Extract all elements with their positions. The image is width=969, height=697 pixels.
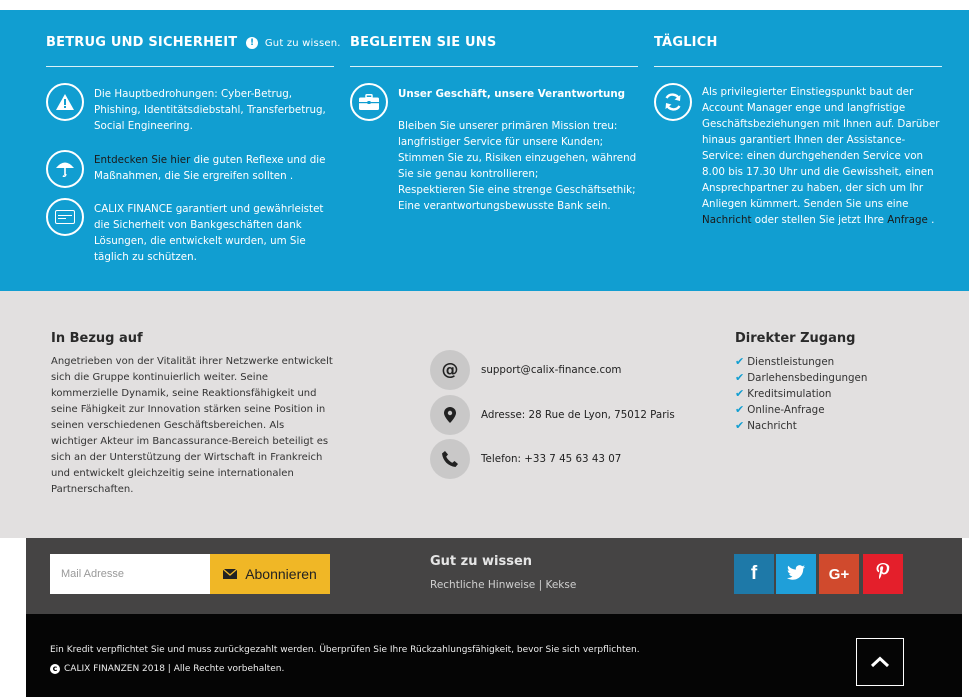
reflexes-text xyxy=(94,150,334,184)
discover-text: Entdecken Sie xyxy=(94,154,171,166)
mission-line-1: Bleiben Sie unserer primären Mission treu: langfristiger Service für unsere Kunden; xyxy=(398,120,618,148)
access-item[interactable] xyxy=(735,370,867,386)
access-item[interactable] xyxy=(735,402,867,418)
link-separator: | xyxy=(535,579,546,591)
daily-text xyxy=(702,83,942,228)
newsletter-bar xyxy=(26,538,962,614)
contact-address xyxy=(430,395,675,435)
daily-column xyxy=(654,10,942,228)
briefcase-icon xyxy=(350,83,388,121)
access-item[interactable] xyxy=(735,418,867,434)
googleplus-button[interactable] xyxy=(819,554,859,594)
copyright-icon: c xyxy=(50,664,60,674)
mission-line-3: Respektieren Sie eine strenge Geschäftsethik; Eine verantwortungsbewusste Bank sein. xyxy=(398,184,636,212)
daily-body: Als privilegierter Einstiegspunkt baut der Account Manager enge und langfristige Geschäftsbeziehungen mit Ihnen auf. Darüber hinaus garantiert Ihnen der Assistance-Service: einen durchgehenden Service von 8.00 bis 17.30 Uhr und die Gewissheit, einen Ansprechpartner zu haben, der sich um Ihr Anliegen kümmert. Senden Sie uns eine xyxy=(702,86,940,210)
direct-access-title: Direkter Zugang xyxy=(735,331,856,346)
access-item-label[interactable]: Kreditsimulation xyxy=(747,388,832,400)
newsletter-email-input[interactable] xyxy=(50,554,210,594)
legal-footer xyxy=(26,614,962,697)
pinterest-icon xyxy=(876,563,890,585)
address-text: Adresse: 28 Rue de Lyon, 75012 Paris xyxy=(481,409,675,421)
chevron-up-icon xyxy=(870,653,890,672)
about-section xyxy=(0,291,969,538)
phone-text[interactable]: Telefon: +33 7 45 63 43 07 xyxy=(481,453,622,465)
access-item-label[interactable]: Online-Anfrage xyxy=(747,404,825,416)
copyright xyxy=(50,664,284,674)
map-marker-icon xyxy=(430,395,470,435)
direct-access-list xyxy=(735,354,867,434)
check-icon: ✔ xyxy=(735,371,745,384)
googleplus-icon: G+ xyxy=(828,565,850,583)
info-icon: ! xyxy=(246,37,258,49)
card-icon xyxy=(46,198,84,236)
about-text: Angetrieben von der Vitalität ihrer Netzwerke entwickelt sich die Gruppe kontinuierlich weiter. Seine kommerzielle Dynamik, seine Reaktionsfähigkeit und seine Fähigkeit zur Innovation stärken seine Position in seinen verschiedenen Geschäftsbereichen. Als wichtiger Akteur im Bancassurance-Bereich beteiligt es sich an der Unterstützung der Wirtschaft in Frankreich und entwickelt gleichzeitig seine internationalen Partnerschaften. xyxy=(51,356,333,495)
daily-item xyxy=(654,83,942,228)
request-link[interactable]: Anfrage xyxy=(887,214,928,226)
accompany-column xyxy=(350,10,638,214)
contact-email xyxy=(430,350,621,390)
responsibility-heading: Unser Geschäft, unsere Verantwortung xyxy=(398,88,626,100)
subscribe-button[interactable] xyxy=(210,554,330,594)
mission-text xyxy=(350,118,638,214)
refresh-icon xyxy=(654,83,692,121)
legal-link[interactable]: Rechtliche Hinweise xyxy=(430,579,536,591)
facebook-button[interactable] xyxy=(734,554,774,594)
warning-icon xyxy=(46,83,84,121)
security-column xyxy=(46,10,341,265)
check-icon: ✔ xyxy=(735,419,745,432)
twitter-icon xyxy=(787,565,805,584)
check-icon: ✔ xyxy=(735,387,745,400)
threats-item xyxy=(46,83,334,134)
security-title-text: BETRUG UND SICHERHEIT xyxy=(46,35,238,50)
access-item-label[interactable]: Darlehensbedingungen xyxy=(747,372,868,384)
discover-link[interactable]: hier xyxy=(170,154,191,166)
security-hint: Gut zu wissen. xyxy=(264,38,341,49)
daily-middle: oder stellen Sie jetzt Ihre xyxy=(751,214,888,226)
reflexes-rest: die guten Reflexe und die Maßnahmen, die Sie ergreifen sollten . xyxy=(94,154,326,182)
back-to-top-button[interactable] xyxy=(856,638,904,686)
phone-icon xyxy=(430,439,470,479)
mission-line-2: Stimmen Sie zu, Risiken einzugehen, während Sie sie genau kontrollieren; xyxy=(398,152,637,180)
access-item-label[interactable]: Dienstleistungen xyxy=(747,356,835,368)
about-title: In Bezug auf xyxy=(51,331,143,346)
copyright-text: CALIX FINANZEN 2018 | Alle Rechte vorbehalten. xyxy=(64,664,285,674)
access-item-label[interactable]: Nachricht xyxy=(747,420,797,432)
daily-end: . xyxy=(927,214,935,226)
envelope-icon xyxy=(223,566,237,582)
info-band xyxy=(0,10,969,291)
umbrella-icon xyxy=(46,150,84,188)
good-to-know-links xyxy=(430,579,576,591)
reflexes-item xyxy=(46,150,334,184)
threats-text: Die Hauptbedrohungen: Cyber-Betrug, Phishing, Identitätsdiebstahl, Transferbetrug, Social Engineering. xyxy=(94,88,326,132)
facebook-icon: f xyxy=(750,563,758,584)
guarantee-text: CALIX FINANCE garantiert und gewährleistet die Sicherheit von Bankgeschäften dank Lösungen, die entwickelt wurden, um Sie täglich zu schützen. xyxy=(94,203,324,263)
access-item[interactable] xyxy=(735,386,867,402)
check-icon: ✔ xyxy=(735,355,745,368)
good-to-know-title: Gut zu wissen xyxy=(430,554,533,569)
twitter-button[interactable] xyxy=(776,554,816,594)
check-icon: ✔ xyxy=(735,403,745,416)
at-icon: @ xyxy=(430,350,470,390)
security-title xyxy=(46,35,341,67)
responsibility-item xyxy=(350,83,638,102)
cookies-link[interactable]: Kekse xyxy=(545,579,577,591)
accompany-title: BEGLEITEN SIE UNS xyxy=(350,35,638,67)
email-text[interactable]: support@calix-finance.com xyxy=(481,364,622,376)
subscribe-label: Abonnieren xyxy=(245,566,317,582)
message-link[interactable]: Nachricht xyxy=(702,214,752,226)
credit-disclaimer: Ein Kredit verpflichtet Sie und muss zurückgezahlt werden. Überprüfen Sie Ihre Rückzahlungsfähigkeit, bevor Sie sich verpflichten. xyxy=(50,645,640,655)
daily-title: TÄGLICH xyxy=(654,35,942,67)
pinterest-button[interactable] xyxy=(863,554,903,594)
access-item[interactable] xyxy=(735,354,867,370)
contact-phone xyxy=(430,439,621,479)
guarantee-item xyxy=(46,198,334,265)
